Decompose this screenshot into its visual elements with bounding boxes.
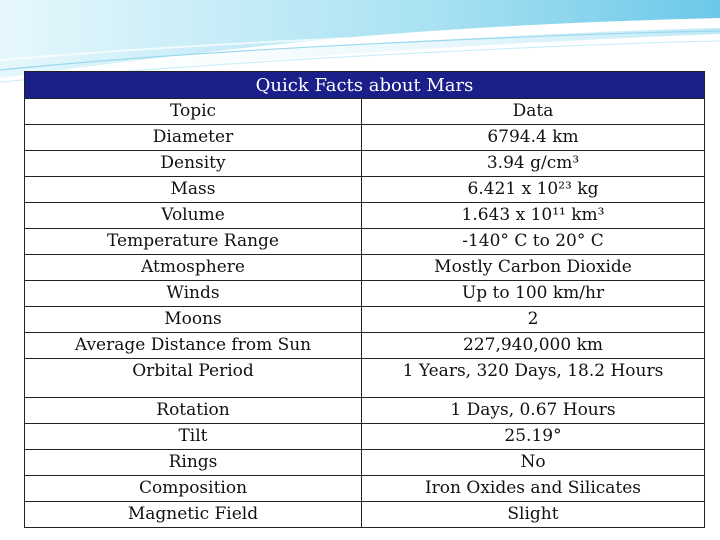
topic-cell: Diameter <box>25 125 362 151</box>
data-cell: 1.643 x 10¹¹ km³ <box>362 203 705 229</box>
data-cell: 6794.4 km <box>362 125 705 151</box>
data-cell: Mostly Carbon Dioxide <box>362 255 705 281</box>
data-cell: -140° C to 20° C <box>362 229 705 255</box>
table-row <box>25 424 705 450</box>
topic-cell: Tilt <box>25 424 362 450</box>
topic-cell: Atmosphere <box>25 255 362 281</box>
mars-facts-table <box>24 71 705 528</box>
topic-cell: Volume <box>25 203 362 229</box>
data-cell: 227,940,000 km <box>362 333 705 359</box>
topic-cell: Mass <box>25 177 362 203</box>
table-row <box>25 229 705 255</box>
header-topic: Topic <box>25 99 362 125</box>
table-row <box>25 177 705 203</box>
topic-cell: Temperature Range <box>25 229 362 255</box>
table-row <box>25 450 705 476</box>
data-cell: No <box>362 450 705 476</box>
topic-cell: Composition <box>25 476 362 502</box>
topic-cell: Average Distance from Sun <box>25 333 362 359</box>
table-row <box>25 125 705 151</box>
topic-cell: Moons <box>25 307 362 333</box>
topic-cell: Orbital Period <box>25 359 362 398</box>
table-row <box>25 307 705 333</box>
topic-cell: Winds <box>25 281 362 307</box>
topic-cell: Rings <box>25 450 362 476</box>
topic-cell: Magnetic Field <box>25 502 362 528</box>
data-cell: 25.19° <box>362 424 705 450</box>
data-cell: Iron Oxides and Silicates <box>362 476 705 502</box>
table-row <box>25 281 705 307</box>
data-cell: 6.421 x 10²³ kg <box>362 177 705 203</box>
table-row <box>25 255 705 281</box>
table-row <box>25 476 705 502</box>
data-cell: Slight <box>362 502 705 528</box>
data-cell: Up to 100 km/hr <box>362 281 705 307</box>
topic-cell: Rotation <box>25 398 362 424</box>
header-data: Data <box>362 99 705 125</box>
data-cell: 2 <box>362 307 705 333</box>
table-header-row <box>25 99 705 125</box>
table-row <box>25 502 705 528</box>
table-row <box>25 398 705 424</box>
topic-cell: Density <box>25 151 362 177</box>
table-row <box>25 151 705 177</box>
table-row <box>25 203 705 229</box>
table-row <box>25 333 705 359</box>
data-cell: 3.94 g/cm³ <box>362 151 705 177</box>
table-title: Quick Facts about Mars <box>25 72 705 99</box>
data-cell: 1 Years, 320 Days, 18.2 Hours <box>362 359 705 398</box>
data-cell: 1 Days, 0.67 Hours <box>362 398 705 424</box>
table-row <box>25 359 705 398</box>
